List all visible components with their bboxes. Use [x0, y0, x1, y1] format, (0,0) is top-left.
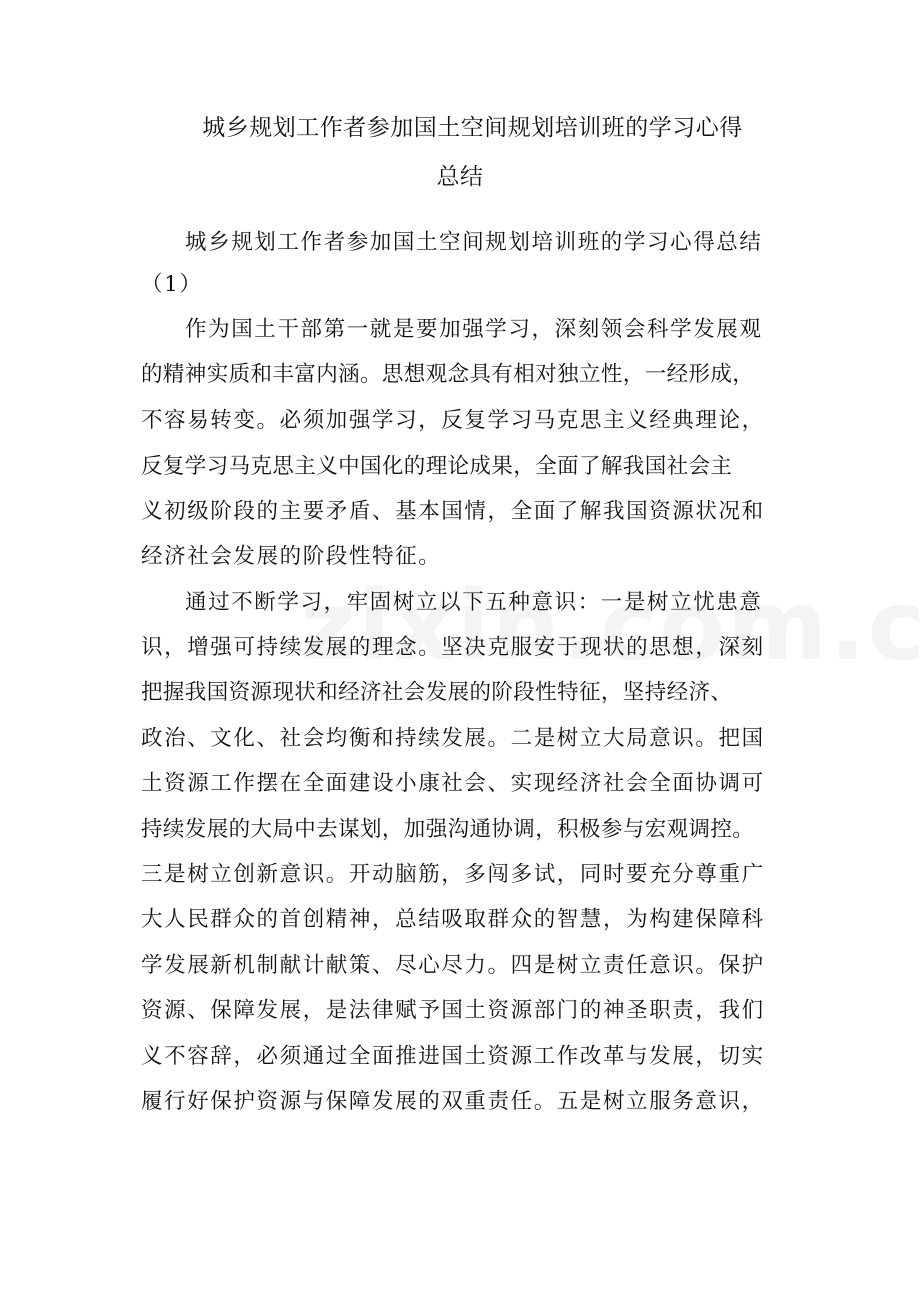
paragraph-line: 经济社会发展的阶段性特征。	[141, 544, 442, 569]
paragraph-line: 土资源工作摆在全面建设小康社会、实现经济社会全面协调可	[141, 771, 765, 796]
document-title-line-1: 城乡规划工作者参加国土空间规划培训班的学习心得	[202, 115, 743, 141]
watermark	[300, 570, 920, 682]
document-title-line-2: 总结	[436, 164, 484, 190]
paragraph-line: 不容易转变。必须加强学习，反复学习马克思主义经典理论，	[141, 408, 765, 433]
paragraph-line: 资源、保障发展，是法律赋予国土资源部门的神圣职责，我们	[141, 998, 765, 1023]
paragraph-line: 持续发展的大局中去谋划，加强沟通协调，积极参与宏观调控。	[141, 817, 755, 842]
paragraph-line: 学发展新机制献计献策、尽心尽力。四是树立责任意识。保护	[141, 953, 765, 978]
paragraph-line: 义不容辞，必须通过全面推进国土资源工作改革与发展，切实	[141, 1044, 765, 1069]
paragraph-line: 通过不断学习，牢固树立以下五种意识：一是树立忧患意	[185, 590, 763, 615]
subtitle-line: 城乡规划工作者参加国土空间规划培训班的学习心得总结	[185, 230, 763, 255]
paragraph-line: 履行好保护资源与保障发展的双重责任。五是树立服务意识，	[141, 1089, 765, 1114]
paragraph-line: 大人民群众的首创精神，总结吸取群众的智慧，为构建保障科	[141, 907, 765, 932]
subtitle-number: （1）	[141, 272, 203, 297]
paragraph-line: 识，增强可持续发展的理念。坚决克服安于现状的思想，深刻	[141, 635, 765, 660]
paragraph-line: 政治、文化、社会均衡和持续发展。二是树立大局意识。把国	[141, 726, 765, 751]
paragraph-line: 三是树立创新意识。开动脑筋，多闯多试，同时要充分尊重广	[141, 862, 765, 887]
paragraph-line: 的精神实质和丰富内涵。思想观念具有相对独立性，一经形成，	[141, 362, 755, 387]
paragraph-line: 义初级阶段的主要矛盾、基本国情，全面了解我国资源状况和	[141, 499, 765, 524]
paragraph-line: 作为国土干部第一就是要加强学习，深刻领会科学发展观	[185, 317, 763, 342]
paragraph-line: 把握我国资源现状和经济社会发展的阶段性特征，坚持经济、	[141, 680, 733, 705]
paragraph-line: 反复学习马克思主义中国化的理论成果，全面了解我国社会主	[141, 454, 733, 479]
